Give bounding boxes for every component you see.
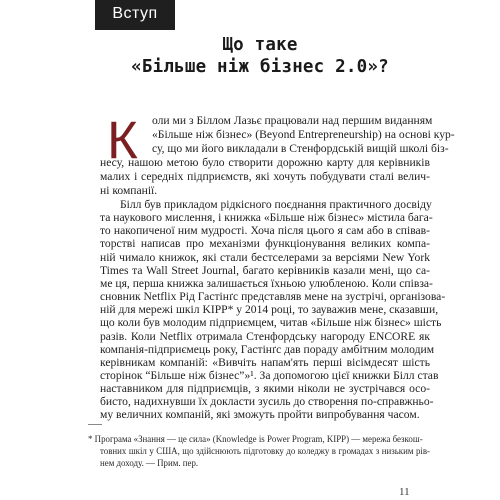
section-tab: Вступ [95, 0, 175, 30]
body-line: несу, нашою метою було створити дорожню карту для керівників [100, 155, 430, 169]
body-line: ній чимало книжок, які стали бестселерами за версіями New York [100, 250, 430, 264]
footnote-line: * Програма «Знання — це сила» (Knowledge is Power Program, KIPP) — мережа безкош- [88, 434, 423, 444]
chapter-title-line-2: «Більше ніж бізнес 2.0»? [131, 57, 389, 77]
body-line: малих і середніх підприємств, які хочуть побудувати сталі велич- [100, 169, 430, 183]
body-line: Times та Wall Street Journal, багато керівників казали мені, що са- [100, 263, 430, 277]
body-line: бисто, надихнувши їх докласти зусиль до створення по-справжньо- [100, 395, 434, 409]
body-line: ні компанії. [100, 183, 158, 197]
body-line: ме ця, перша книжка залишається їхньою улюбленою. Коли співза- [100, 276, 433, 290]
body-line: та наукового мислення, і книжка «Більше ніж бізнес» містила бага- [100, 211, 433, 225]
footnote-divider [88, 424, 102, 425]
body-line: керівникам компаній: «Вивчіть напам'ять перші вісімдесят шість [100, 355, 430, 369]
footnote-line: товних шкіл у США, що здійснюють підготовку до коледжу в громадах з низьким рів- [100, 446, 430, 456]
chapter-title-line-1: Що таке [222, 35, 298, 55]
page-number: 11 [399, 486, 410, 498]
body-line: разів. Коли Netflix отримала Стенфордську нагороду ENCORE як [100, 329, 430, 343]
body-line: «Більше ніж бізнес» (Beyond Entrepreneurship) на основі кур- [152, 127, 455, 141]
body-line: компанія-підприємець року, Гастінґс дав пораду амбітним молодим [100, 342, 435, 356]
body-line: що коли був молодим підприємцем, читав «Більше ніж бізнес» шість [100, 316, 442, 330]
body-line: му величних компаній, які зможуть пройти випробування часом. [100, 408, 420, 422]
body-line: наставником для підприємців, з якими ніколи не зустрічався осо- [100, 382, 430, 396]
body-line: су, що ми його викладали в Стенфордській вищій школі біз- [152, 141, 449, 155]
drop-cap: К [107, 111, 138, 170]
body-line: оли ми з Біллом Лазьє працювали над першим виданням [152, 114, 433, 127]
body-line: ній для мережі шкіл KIPP* у 2014 році, то зауважив мене, сказавши, [100, 303, 439, 317]
body-line: торстві написав про механізми функціонування великих компа- [100, 237, 430, 251]
body-line: сновник Netflix Рід Гастінґс представляв мене на зустрічі, організова- [100, 290, 446, 304]
body-line: Білл був прикладом рідкісного поєднання практичного досвіду [120, 198, 432, 211]
body-line: сторінок “Більше ніж бізнес”»¹. За допомогою цієї книжки Білл став [100, 368, 439, 382]
footnote-line: нем доходу. — Прим. пер. [100, 458, 199, 468]
body-line: то накопиченої ним мудрості. Хоча після цього я сам або в співав- [100, 224, 430, 238]
